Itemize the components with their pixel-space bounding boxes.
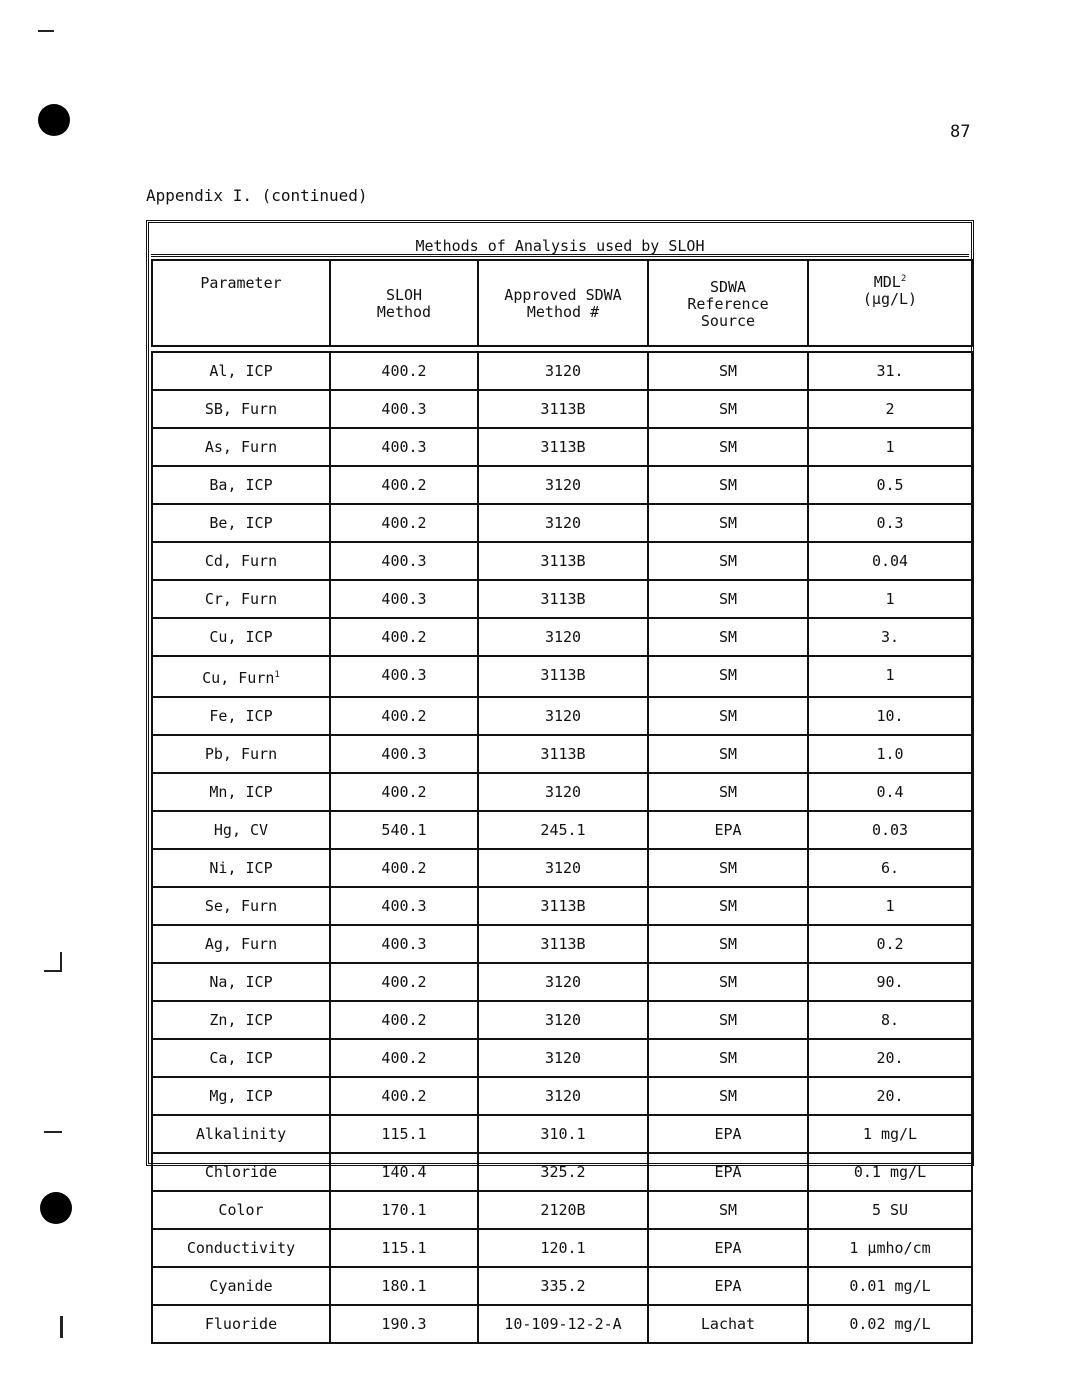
header-row <box>152 260 972 346</box>
table-row <box>152 1229 972 1267</box>
sdwa-method-cell: 3120 <box>478 618 648 656</box>
reference-source-cell: SM <box>648 542 808 580</box>
table-row <box>152 1267 972 1305</box>
reference-source-cell: SM <box>648 773 808 811</box>
reference-source-cell: EPA <box>648 1153 808 1191</box>
mdl-cell: 20. <box>808 1039 972 1077</box>
parameter-cell: Mg, ICP <box>152 1077 330 1115</box>
parameter-cell: Chloride <box>152 1153 330 1191</box>
sdwa-method-cell: 325.2 <box>478 1153 648 1191</box>
reference-source-cell: SM <box>648 735 808 773</box>
mdl-cell: 1.0 <box>808 735 972 773</box>
sloh-method-cell: 400.2 <box>330 849 478 887</box>
reference-source-cell: SM <box>648 618 808 656</box>
header-approved-sdwa: Approved SDWA Method # <box>478 260 648 346</box>
reference-source-cell: SM <box>648 504 808 542</box>
reference-source-cell: EPA <box>648 1229 808 1267</box>
sloh-method-cell: 400.2 <box>330 352 478 390</box>
parameter-cell: Pb, Furn <box>152 735 330 773</box>
sdwa-method-cell: 3120 <box>478 697 648 735</box>
mdl-cell: 0.1 mg/L <box>808 1153 972 1191</box>
mdl-cell: 1 µmho/cm <box>808 1229 972 1267</box>
sloh-method-cell: 400.3 <box>330 390 478 428</box>
sdwa-method-cell: 3120 <box>478 849 648 887</box>
mdl-cell: 1 <box>808 428 972 466</box>
table-row <box>152 504 972 542</box>
sdwa-method-cell: 245.1 <box>478 811 648 849</box>
sdwa-method-cell: 335.2 <box>478 1267 648 1305</box>
mdl-cell: 0.04 <box>808 542 972 580</box>
sdwa-method-cell: 3113B <box>478 390 648 428</box>
methods-grid <box>151 259 973 1344</box>
mdl-cell: 0.01 mg/L <box>808 1267 972 1305</box>
mdl-cell: 1 <box>808 887 972 925</box>
table-row <box>152 963 972 1001</box>
sloh-method-cell: 190.3 <box>330 1305 478 1343</box>
sloh-method-cell: 400.2 <box>330 773 478 811</box>
sloh-method-cell: 400.2 <box>330 504 478 542</box>
parameter-cell: SB, Furn <box>152 390 330 428</box>
reference-source-cell: SM <box>648 849 808 887</box>
parameter-cell: Al, ICP <box>152 352 330 390</box>
table-row <box>152 352 972 390</box>
sloh-method-cell: 115.1 <box>330 1229 478 1267</box>
scan-mark <box>60 952 62 972</box>
parameter-cell: Cyanide <box>152 1267 330 1305</box>
sloh-method-cell: 400.3 <box>330 656 478 697</box>
parameter-cell: Conductivity <box>152 1229 330 1267</box>
reference-source-cell: SM <box>648 580 808 618</box>
mdl-cell: 5 SU <box>808 1191 972 1229</box>
reference-source-cell: SM <box>648 697 808 735</box>
sdwa-method-cell: 10-109-12-2-A <box>478 1305 648 1343</box>
parameter-cell: Cd, Furn <box>152 542 330 580</box>
sdwa-method-cell: 3120 <box>478 352 648 390</box>
sdwa-method-cell: 3113B <box>478 542 648 580</box>
sdwa-method-cell: 3113B <box>478 735 648 773</box>
sloh-method-cell: 140.4 <box>330 1153 478 1191</box>
parameter-cell: Na, ICP <box>152 963 330 1001</box>
parameter-cell: Cr, Furn <box>152 580 330 618</box>
sloh-method-cell: 115.1 <box>330 1115 478 1153</box>
mdl-cell: 0.03 <box>808 811 972 849</box>
sdwa-method-cell: 3120 <box>478 773 648 811</box>
reference-source-cell: SM <box>648 925 808 963</box>
mdl-cell: 0.4 <box>808 773 972 811</box>
mdl-cell: 2 <box>808 390 972 428</box>
table-row <box>152 1305 972 1343</box>
sdwa-method-cell: 3120 <box>478 1039 648 1077</box>
parameter-cell: Ni, ICP <box>152 849 330 887</box>
scan-mark <box>60 1316 63 1338</box>
table-title: Methods of Analysis used by SLOH <box>151 225 969 257</box>
parameter-cell: Cu, Furn$^1$ <box>152 656 330 697</box>
parameter-cell: Hg, CV <box>152 811 330 849</box>
table-row <box>152 390 972 428</box>
reference-source-cell: EPA <box>648 1115 808 1153</box>
sloh-method-cell: 400.2 <box>330 1039 478 1077</box>
reference-source-cell: EPA <box>648 1267 808 1305</box>
mdl-cell: 31. <box>808 352 972 390</box>
mdl-cell: 3. <box>808 618 972 656</box>
sdwa-method-cell: 310.1 <box>478 1115 648 1153</box>
binder-hole-bottom <box>40 1192 72 1224</box>
parameter-cell: Mn, ICP <box>152 773 330 811</box>
sloh-method-cell: 400.3 <box>330 428 478 466</box>
table-row <box>152 1115 972 1153</box>
table-row <box>152 1191 972 1229</box>
table-row <box>152 849 972 887</box>
sloh-method-cell: 400.2 <box>330 963 478 1001</box>
table-row <box>152 542 972 580</box>
sdwa-method-cell: 120.1 <box>478 1229 648 1267</box>
sdwa-method-cell: 3120 <box>478 466 648 504</box>
sloh-method-cell: 400.3 <box>330 542 478 580</box>
reference-source-cell: SM <box>648 390 808 428</box>
sdwa-method-cell: 3120 <box>478 1001 648 1039</box>
reference-source-cell: SM <box>648 1001 808 1039</box>
reference-source-cell: SM <box>648 887 808 925</box>
sloh-method-cell: 400.3 <box>330 887 478 925</box>
sloh-method-cell: 170.1 <box>330 1191 478 1229</box>
parameter-cell: Se, Furn <box>152 887 330 925</box>
reference-source-cell: SM <box>648 428 808 466</box>
sloh-method-cell: 400.2 <box>330 466 478 504</box>
reference-source-cell: SM <box>648 963 808 1001</box>
parameter-cell: Color <box>152 1191 330 1229</box>
table-row <box>152 580 972 618</box>
sloh-method-cell: 400.3 <box>330 580 478 618</box>
table-row <box>152 735 972 773</box>
sloh-method-cell: 400.2 <box>330 697 478 735</box>
table-row <box>152 466 972 504</box>
table-row <box>152 697 972 735</box>
reference-source-cell: SM <box>648 1077 808 1115</box>
table-row <box>152 1039 972 1077</box>
sloh-method-cell: 400.2 <box>330 618 478 656</box>
sdwa-method-cell: 2120B <box>478 1191 648 1229</box>
parameter-cell: Fe, ICP <box>152 697 330 735</box>
table-row <box>152 428 972 466</box>
table-row <box>152 1153 972 1191</box>
mdl-cell: 0.2 <box>808 925 972 963</box>
mdl-cell: 1 <box>808 580 972 618</box>
sdwa-method-cell: 3113B <box>478 887 648 925</box>
reference-source-cell: EPA <box>648 811 808 849</box>
parameter-cell: Fluoride <box>152 1305 330 1343</box>
parameter-cell: Zn, ICP <box>152 1001 330 1039</box>
sloh-method-cell: 400.2 <box>330 1001 478 1039</box>
reference-source-cell: Lachat <box>648 1305 808 1343</box>
reference-source-cell: SM <box>648 1191 808 1229</box>
mdl-cell: 0.5 <box>808 466 972 504</box>
parameter-cell: Ag, Furn <box>152 925 330 963</box>
mdl-cell: 0.3 <box>808 504 972 542</box>
sloh-method-cell: 400.3 <box>330 925 478 963</box>
reference-source-cell: SM <box>648 1039 808 1077</box>
header-mdl: MDL$^2$ (µg/L) <box>808 260 972 346</box>
reference-source-cell: SM <box>648 466 808 504</box>
table-row <box>152 811 972 849</box>
mdl-cell: 1 <box>808 656 972 697</box>
mdl-cell: 6. <box>808 849 972 887</box>
table-row <box>152 618 972 656</box>
header-parameter: Parameter <box>152 260 330 346</box>
appendix-title: Appendix I. (continued) <box>146 186 368 205</box>
sloh-method-cell: 540.1 <box>330 811 478 849</box>
sdwa-method-cell: 3120 <box>478 1077 648 1115</box>
parameter-cell: Cu, ICP <box>152 618 330 656</box>
header-sdwa-reference: SDWA Reference Source <box>648 260 808 346</box>
sloh-method-cell: 400.3 <box>330 735 478 773</box>
mdl-cell: 10. <box>808 697 972 735</box>
mdl-cell: 20. <box>808 1077 972 1115</box>
parameter-cell: Alkalinity <box>152 1115 330 1153</box>
methods-table <box>146 220 974 1333</box>
sdwa-method-cell: 3120 <box>478 504 648 542</box>
table-row <box>152 773 972 811</box>
sdwa-method-cell: 3120 <box>478 963 648 1001</box>
scan-mark <box>44 970 60 972</box>
table-row <box>152 887 972 925</box>
sloh-method-cell: 400.2 <box>330 1077 478 1115</box>
table-row <box>152 1077 972 1115</box>
mdl-cell: 8. <box>808 1001 972 1039</box>
scan-mark <box>38 30 54 32</box>
page-number: 87 <box>950 122 971 142</box>
mdl-cell: 1 mg/L <box>808 1115 972 1153</box>
sdwa-method-cell: 3113B <box>478 656 648 697</box>
sdwa-method-cell: 3113B <box>478 428 648 466</box>
parameter-cell: Be, ICP <box>152 504 330 542</box>
parameter-cell: As, Furn <box>152 428 330 466</box>
sdwa-method-cell: 3113B <box>478 580 648 618</box>
table-row <box>152 656 972 697</box>
parameter-cell: Ca, ICP <box>152 1039 330 1077</box>
sloh-method-cell: 180.1 <box>330 1267 478 1305</box>
table-row <box>152 925 972 963</box>
mdl-cell: 90. <box>808 963 972 1001</box>
binder-hole-top <box>38 104 70 136</box>
parameter-cell: Ba, ICP <box>152 466 330 504</box>
reference-source-cell: SM <box>648 352 808 390</box>
header-sloh-method: SLOH Method <box>330 260 478 346</box>
mdl-cell: 0.02 mg/L <box>808 1305 972 1343</box>
sdwa-method-cell: 3113B <box>478 925 648 963</box>
scan-mark <box>44 1131 62 1133</box>
reference-source-cell: SM <box>648 656 808 697</box>
table-row <box>152 1001 972 1039</box>
